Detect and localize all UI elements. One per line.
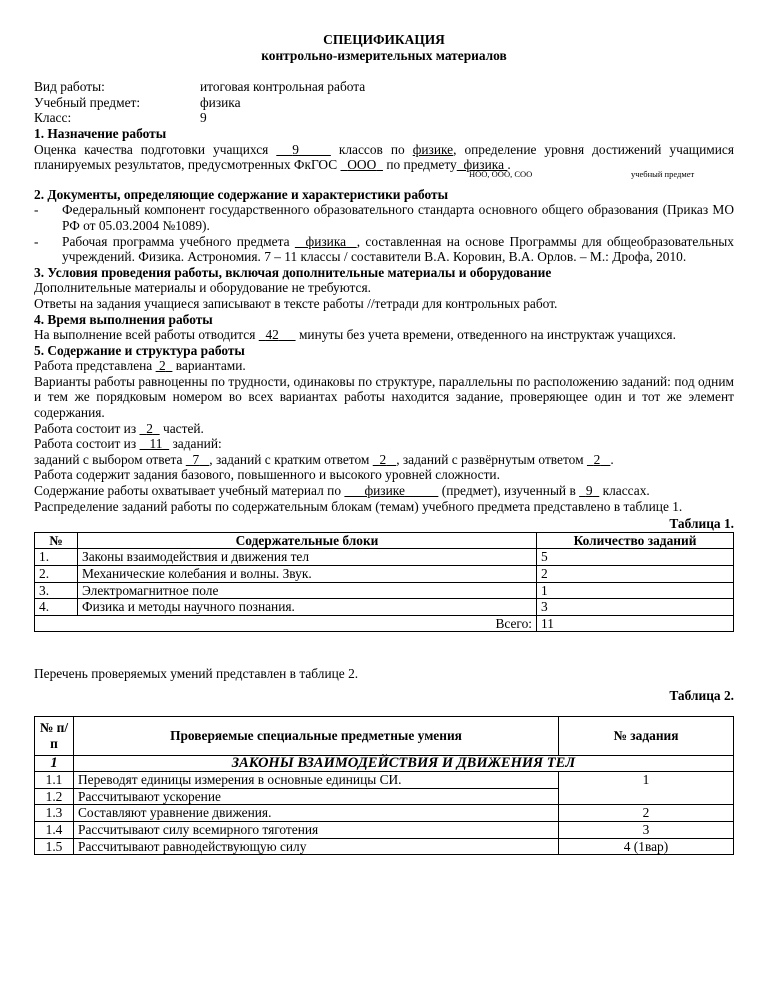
subject-note: учебный предмет — [631, 168, 695, 179]
section-heading: 4. Время выполнения работы — [34, 311, 213, 327]
document-title: СПЕЦИФИКАЦИЯ — [323, 32, 445, 47]
info-row — [34, 95, 734, 111]
info-value: физика — [200, 94, 241, 110]
section-heading: 2. Документы, определяющие содержание и характеристики работы — [34, 186, 449, 202]
paragraph: заданий с выбором ответа 7 , заданий с кратким ответом 2 , заданий с развёрнутым ответом 2 . — [34, 451, 614, 467]
section-heading: 5. Содержание и структура работы — [34, 342, 245, 358]
table-total-row: Всего: 11 — [35, 615, 734, 632]
table-header-row: № Содержательные блоки Количество заданий — [35, 532, 734, 549]
paragraph: Работа состоит из 2 частей. — [34, 420, 204, 436]
table-row: 3. Электромагнитное поле 1 — [35, 582, 734, 599]
info-row — [34, 110, 734, 126]
section-heading: 3. Условия проведения работы, включая дополнительные материалы и оборудование — [34, 264, 552, 280]
paragraph: Распределение заданий работы по содержательным блокам (темам) учебного предмета представлено в таблице 1. — [34, 498, 683, 514]
list-item: - Федеральный компонент государственного образовательного стандарта основного общего образования (Приказ МО РФ от 05.03.2004 №1089). — [34, 202, 734, 233]
info-key: Вид работы: — [34, 79, 105, 95]
standard-note: НОО, ООО, СОО — [469, 168, 533, 179]
table-row: 1.3 Составляют уравнение движения. 2 — [35, 805, 734, 822]
info-row — [34, 79, 734, 95]
paragraph: Варианты работы равноценны по трудности, одинаковы по структуре, параллельны по расположению заданий: под одним и тем же порядковым номером во всех вариантах работы находится задание, проверяющее один и тот же элемент содержания. — [34, 373, 734, 421]
section-heading: 1. Назначение работы — [34, 125, 167, 141]
table-row: 2. Механические колебания и волны. Звук. 2 — [35, 566, 734, 583]
table-row: 1.4 Рассчитывают силу всемирного тяготения 3 — [35, 821, 734, 838]
table-row: 4. Физика и методы научного познания. 3 — [35, 599, 734, 616]
paragraph: Работа содержит задания базового, повышенного и высокого уровней сложности. — [34, 467, 500, 483]
table-row: 1.1 Переводят единицы измерения в основные единицы СИ. 1 — [35, 772, 734, 789]
info-key: Учебный предмет: — [34, 94, 141, 110]
paragraph: Работа состоит из 11 заданий: — [34, 436, 222, 452]
section-1-text: Оценка качества подготовки учащихся 9 классов по физике, определение уровня достижений учащимися планируемых результатов, предусмотренных ФкГОС ООО по предмету физика . — [34, 141, 734, 173]
document-subtitle: контрольно-измерительных материалов — [261, 47, 507, 63]
paragraph: Работа представлена 2 вариантами. — [34, 358, 246, 374]
paragraph: Ответы на задания учащиеся записывают в тексте работы //тетради для контрольных работ. — [34, 295, 558, 311]
paragraph: Содержание работы охватывает учебный материал по физике (предмет), изученный в 9 классах. — [34, 483, 650, 499]
info-value: итоговая контрольная работа — [200, 79, 366, 95]
table-2 — [34, 716, 734, 856]
info-value: 9 — [200, 110, 207, 126]
list-item: - Рабочая программа учебного предмета физика , составленная на основе Программы для общеобразовательных учреждений. Физика. Астрономия. 7 – 11 классы / составители В.А. Коровин, В.А. Орлов. – М.: Дрофа, 2010. — [34, 233, 734, 265]
table-row: 1.5 Рассчитывают равнодействующую силу 4 (1вар) — [35, 838, 734, 855]
paragraph: На выполнение всей работы отводится 42 минуты без учета времени, отведенного на инструктаж учащихся. — [34, 327, 676, 343]
table-row: 1. Законы взаимодействия и движения тел 5 — [35, 549, 734, 566]
table-2-caption: Таблица 2. — [669, 687, 734, 703]
table-1-caption: Таблица 1. — [669, 516, 734, 532]
table-row: 1.2 Рассчитывают ускорение — [35, 788, 734, 805]
table-1 — [34, 532, 734, 633]
section-1-notes — [34, 168, 734, 183]
paragraph: Перечень проверяемых умений представлен в таблице 2. — [34, 666, 359, 682]
paragraph: Дополнительные материалы и оборудование не требуются. — [34, 280, 372, 296]
document-page — [34, 32, 734, 855]
table-header-row: № п/п Проверяемые специальные предметные умения № задания — [35, 716, 734, 755]
info-key: Класс: — [34, 110, 72, 126]
table-section-row: 1 ЗАКОНЫ ВЗАИМОДЕЙСТВИЯ И ДВИЖЕНИЯ ТЕЛ — [35, 755, 734, 772]
